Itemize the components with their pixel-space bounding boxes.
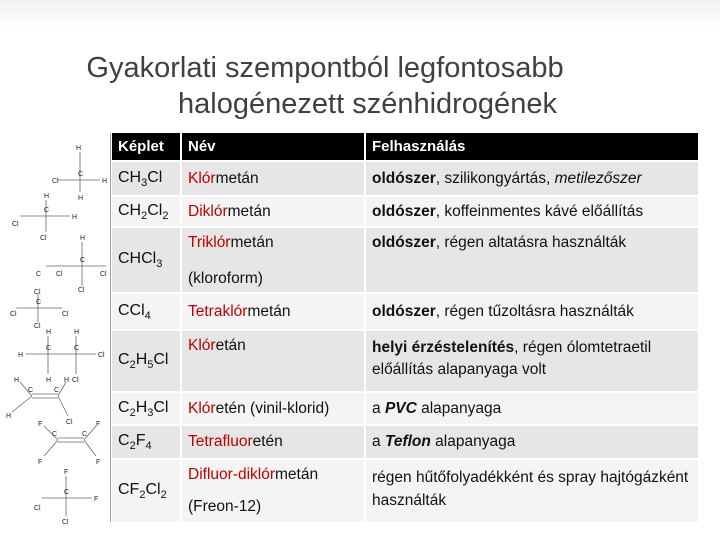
- page-title: [0, 50, 720, 122]
- use-cell: helyi érzéstelenítés, régen ólomtetraetil előállítás alapanyaga volt: [365, 330, 699, 392]
- use-cell: oldószer, régen tűzoltásra használták: [365, 293, 699, 330]
- formula-cell: $C_2H_5Cl$: [112, 330, 181, 392]
- atom-label: H: [6, 413, 12, 420]
- table-header: [112, 133, 699, 161]
- atom-label: C: [36, 271, 42, 278]
- table-row: [112, 196, 699, 227]
- structure-ch2cl2: [12, 193, 77, 242]
- structure-ch3cl: [52, 145, 107, 202]
- atom-label: Cl: [34, 323, 41, 330]
- name-cell: Klóretán: [181, 330, 365, 392]
- title-line-1: Gyakorlati szempontból legfontosabb: [86, 52, 564, 84]
- atom-label: Cl: [72, 377, 79, 384]
- atom-label: Cl: [40, 235, 47, 242]
- atom-label: C: [74, 345, 80, 352]
- atom-label: H: [102, 178, 108, 185]
- atom-label: Cl: [98, 352, 105, 359]
- use-cell: a Teflon alapanyaga: [365, 425, 699, 459]
- atom-label: F: [94, 496, 99, 503]
- atom-label: C: [36, 299, 42, 306]
- formula-cell: $C_2F_4$: [112, 425, 181, 459]
- atom-label: F: [96, 459, 101, 466]
- name-cell: Difluor-diklórmetán (Freon-12): [181, 459, 365, 522]
- structure-drawings: [0, 136, 110, 528]
- atom-label: F: [38, 421, 43, 428]
- atom-label: H: [14, 377, 20, 384]
- atom-label: C: [64, 489, 70, 496]
- atom-label: H: [64, 377, 70, 384]
- header-formula: Képlet: [112, 133, 181, 161]
- atom-label: H: [46, 377, 52, 384]
- atom-label: H: [46, 329, 52, 336]
- formula-cell: $CH_3Cl$: [112, 161, 181, 196]
- atom-label: Cl: [100, 271, 107, 278]
- table-row: [112, 293, 699, 330]
- atom-label: C: [52, 431, 58, 438]
- atom-label: H: [76, 145, 82, 152]
- header-name: Név: [181, 133, 365, 161]
- table-row: [112, 392, 699, 425]
- atom-label: Cl: [66, 419, 73, 426]
- table-row: [112, 161, 699, 196]
- atom-label: C: [28, 387, 34, 394]
- divider-line: [110, 133, 111, 522]
- table-row: [112, 227, 699, 293]
- use-cell: oldószer, régen altatásra használták: [365, 227, 699, 293]
- formula-cell: CCl$_4$: [112, 293, 181, 330]
- use-cell: oldószer, szilikongyártás, metilezőszer: [365, 161, 699, 196]
- use-cell: a PVC alapanyaga: [365, 392, 699, 425]
- name-cell: Klórmetán: [181, 161, 365, 196]
- structure-ccl4: [10, 289, 69, 330]
- name-cell: Triklórmetán (kloroform): [181, 227, 365, 293]
- atom-label: H: [18, 352, 24, 359]
- name-cell: Diklórmetán: [181, 196, 365, 227]
- atom-label: Cl: [10, 311, 17, 318]
- formula-cell: $CH_2Cl_2$: [112, 196, 181, 227]
- atom-label: Cl: [62, 519, 69, 526]
- atom-label: Cl: [56, 271, 63, 278]
- header-use: Felhasználás: [365, 133, 699, 161]
- structure-c2h3cl: [6, 377, 73, 426]
- atom-label: F: [96, 421, 101, 428]
- use-cell: oldószer, koffeinmentes kávé előállítás: [365, 196, 699, 227]
- atom-label: Cl: [34, 505, 41, 512]
- table-row: [112, 330, 699, 392]
- halogen-table: [112, 133, 700, 522]
- atom-label: F: [38, 459, 43, 466]
- atom-label: H: [80, 235, 86, 242]
- atom-label: C: [80, 257, 86, 264]
- title-line-2: halogénezett szénhidrogének: [178, 88, 557, 120]
- name-cell: Klóretén (vinil-klorid): [181, 392, 365, 425]
- top-bar: [0, 0, 720, 30]
- atom-label: H: [72, 214, 78, 221]
- name-cell: Tetraklórmetán: [181, 293, 365, 330]
- atom-label: C: [44, 207, 50, 214]
- structure-c2f4: [38, 421, 100, 466]
- table-row: [112, 459, 699, 522]
- atom-label: Cl: [78, 287, 85, 294]
- structure-cf2cl2: [34, 469, 98, 526]
- atom-label: Cl: [12, 221, 19, 228]
- atom-label: C: [54, 387, 60, 394]
- atom-label: H: [44, 193, 50, 200]
- formula-cell: $C_2H_3Cl$: [112, 392, 181, 425]
- structure-c2h5cl: [18, 329, 105, 384]
- table-row: [112, 425, 699, 459]
- atom-label: H: [74, 329, 80, 336]
- atom-label: Cl: [62, 311, 69, 318]
- atom-label: Cl: [34, 289, 41, 296]
- atom-label: C: [46, 345, 52, 352]
- atom-label: C: [78, 171, 84, 178]
- name-cell: Tetrafluoretén: [181, 425, 365, 459]
- atom-label: H: [78, 195, 84, 202]
- use-cell: régen hűtőfolyadékként és spray hajtógázként használták: [365, 459, 699, 522]
- structure-chcl3: [36, 235, 107, 294]
- formula-cell: CHCl$_3$: [112, 227, 181, 293]
- formula-cell: $CF_2Cl_2$: [112, 459, 181, 522]
- atom-label: F: [64, 469, 69, 476]
- atom-label: Cl: [52, 178, 59, 185]
- atom-label: C: [82, 431, 88, 438]
